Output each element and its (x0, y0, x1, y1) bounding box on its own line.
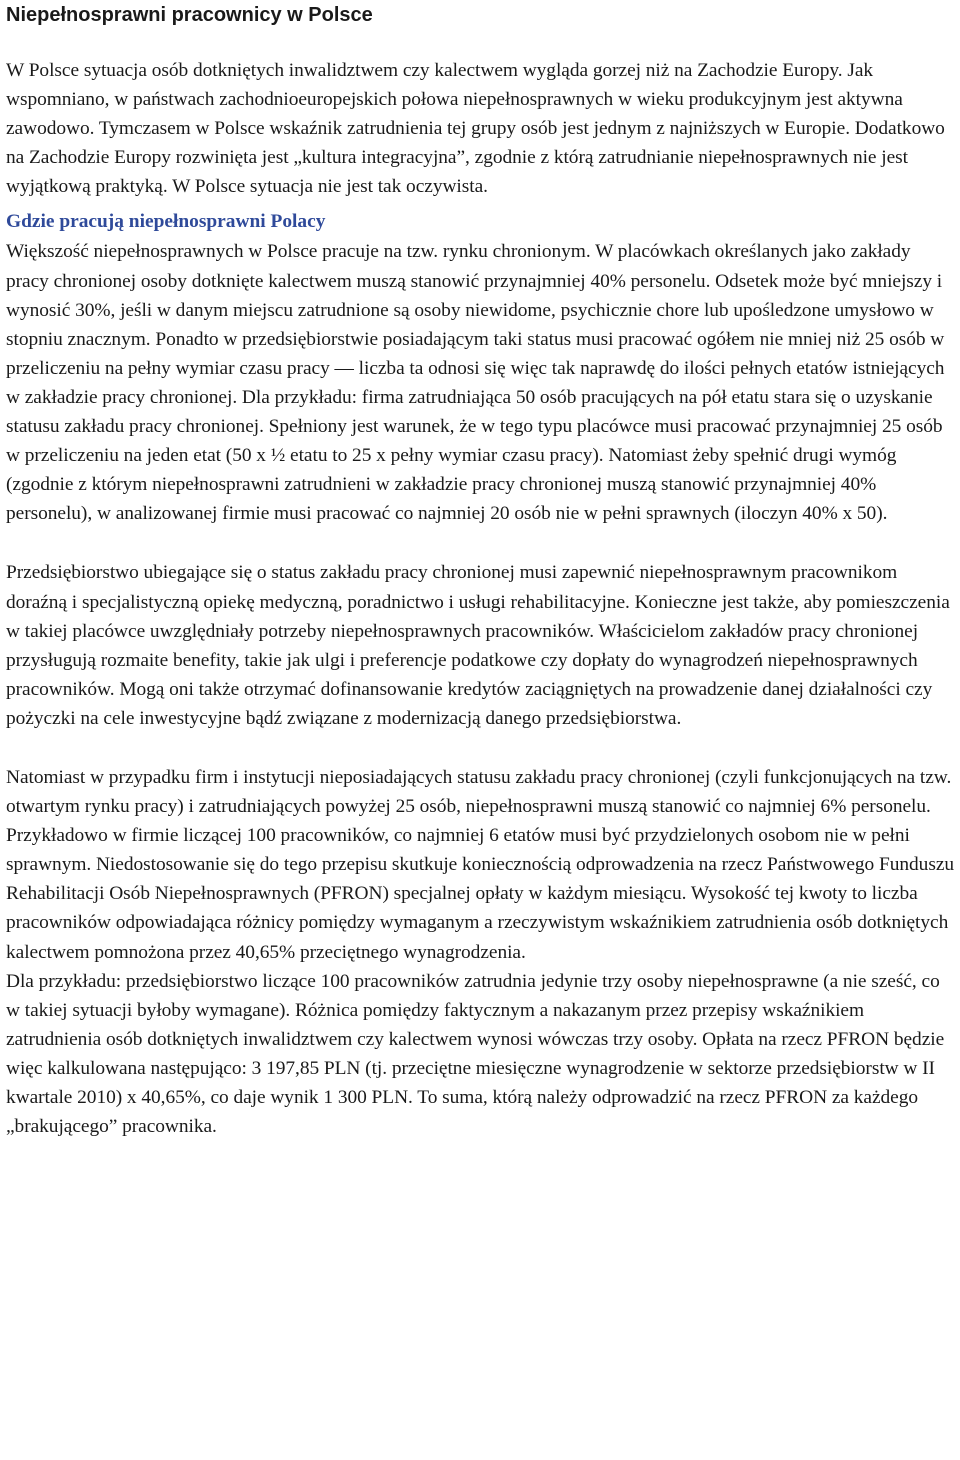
section-paragraph-2: Przedsiębiorstwo ubiegające się o status zakładu pracy chronionej musi zapewnić niepełnosprawnym pracownikom doraźną i specjalistyczną opiekę medyczną, poradnictwo i usługi rehabilitacyjne. Konieczne jest także, aby pomieszczenia w takiej placówce uwzględniały potrzeby niepełnosprawnych pracowników. Właścicielom zakładów pracy chronionej przysługują rozmaite benefity, takie jak ulgi i preferencje podatkowe czy dopłaty do wynagrodzeń niepełnosprawnych pracowników. Mogą oni także otrzymać dofinansowanie kredytów zaciągniętych na prowadzenie danej działalności czy pożyczki na cele inwestycyjne bądź związane z modernizacją danego przedsiębiorstwa. (6, 562, 950, 729)
page-title: Niepełnosprawni pracownicy w Polsce (6, 4, 373, 26)
section-heading: Gdzie pracują niepełnosprawni Polacy (6, 211, 326, 233)
section-paragraph-3: Natomiast w przypadku firm i instytucji nieposiadających statusu zakładu pracy chronionej (czyli funkcjonujących na tzw. otwartym rynku pracy) i zatrudniających powyżej 25 osób, niepełnosprawni muszą stanowić co najmniej 6% personelu. Przykładowo w firmie liczącej 100 pracowników, co najmniej 6 etatów musi być przydzielonych osobom nie w pełni sprawnym. Niedostosowanie się do tego przepisu skutkuje koniecznością odprowadzenia na rzecz Państwowego Funduszu Rehabilitacji Osób Niepełnosprawnych (PFRON) specjalnej opłaty w każdym miesiącu. Wysokość tej kwoty to liczba pracowników odpowiadająca różnicy pomiędzy wymaganym a rzeczywistym wskaźnikiem zatrudnienia osób dotkniętych kalectwem pomnożona przez 40,65% przeciętnego wynagrodzenia. (6, 766, 955, 963)
intro-paragraph: W Polsce sytuacja osób dotkniętych inwalidztwem czy kalectwem wygląda gorzej niż na Zachodzie Europy. Jak wspomniano, w państwach zachodnioeuropejskich połowa niepełnosprawnych w wieku produkcyjnym jest aktywna zawodowo. Tymczasem w Polsce wskaźnik zatrudnienia tej grupy osób jest jednym z najniższych w Europie. Dodatkowo na Zachodzie Europy rozwinięta jest „kultura integracyjna”, zgodnie z którą zatrudnianie niepełnosprawnych nie jest wyjątkową praktyką. W Polsce sytuacja nie jest tak oczywista. (6, 60, 945, 198)
section-paragraph-1: Większość niepełnosprawnych w Polsce pracuje na tzw. rynku chronionym. W placówkach określanych jako zakłady pracy chronionej osoby dotknięte kalectwem muszą stanowić przynajmniej 40% personelu. Odsetek może być mniejszy i wynosić 30%, jeśli w danym miejscu zatrudnione są osoby niewidome, psychicznie chore lub upośledzone umysłowo w stopniu znacznym. Ponadto w przedsiębiorstwie posiadającym taki status musi pracować ogółem nie mniej niż 25 osób w przeliczeniu na pełny wymiar czasu pracy — liczba ta odnosi się więc tak naprawdę do ilości pełnych etatów istniejących w zakładzie pracy chronionej. Dla przykładu: firma zatrudniająca 50 osób pracujących na pół etatu stara się o uzyskanie statusu zakładu pracy chronionej. Spełniony jest warunek, że w tego typu placówce musi pracować przynajmniej 25 osób w przeliczeniu na jeden etat (50 x ½ etatu to 25 x pełny wymiar czasu pracy). Natomiast żeby spełnić drugi wymóg (zgodnie z którym niepełnosprawni zatrudnieni w zakładzie pracy chronionej muszą stanowić przynajmniej 40% personelu), w analizowanej firmie musi pracować co najmniej 20 osób nie w pełni sprawnych (iloczyn 40% x 50). (6, 241, 945, 525)
section-paragraph-4: Dla przykładu: przedsiębiorstwo liczące 100 pracowników zatrudnia jedynie trzy osoby niepełnosprawne (a nie sześć, co w takiej sytuacji byłoby wymagane). Różnica pomiędzy faktycznym a nakazanym przez przepisy wskaźnikiem zatrudnienia osób dotkniętych inwalidztwem czy kalectwem wynosi wówczas trzy osoby. Opłata na rzecz PFRON będzie więc kalkulowana następująco: 3 197,85 PLN (tj. przeciętne miesięczne wynagrodzenie w sektorze przedsiębiorstw w II kwartale 2010) x 40,65%, co daje wynik 1 300 PLN. To suma, którą należy odprowadzić na rzecz PFRON za każdego „brakującego” pracownika. (6, 970, 945, 1138)
